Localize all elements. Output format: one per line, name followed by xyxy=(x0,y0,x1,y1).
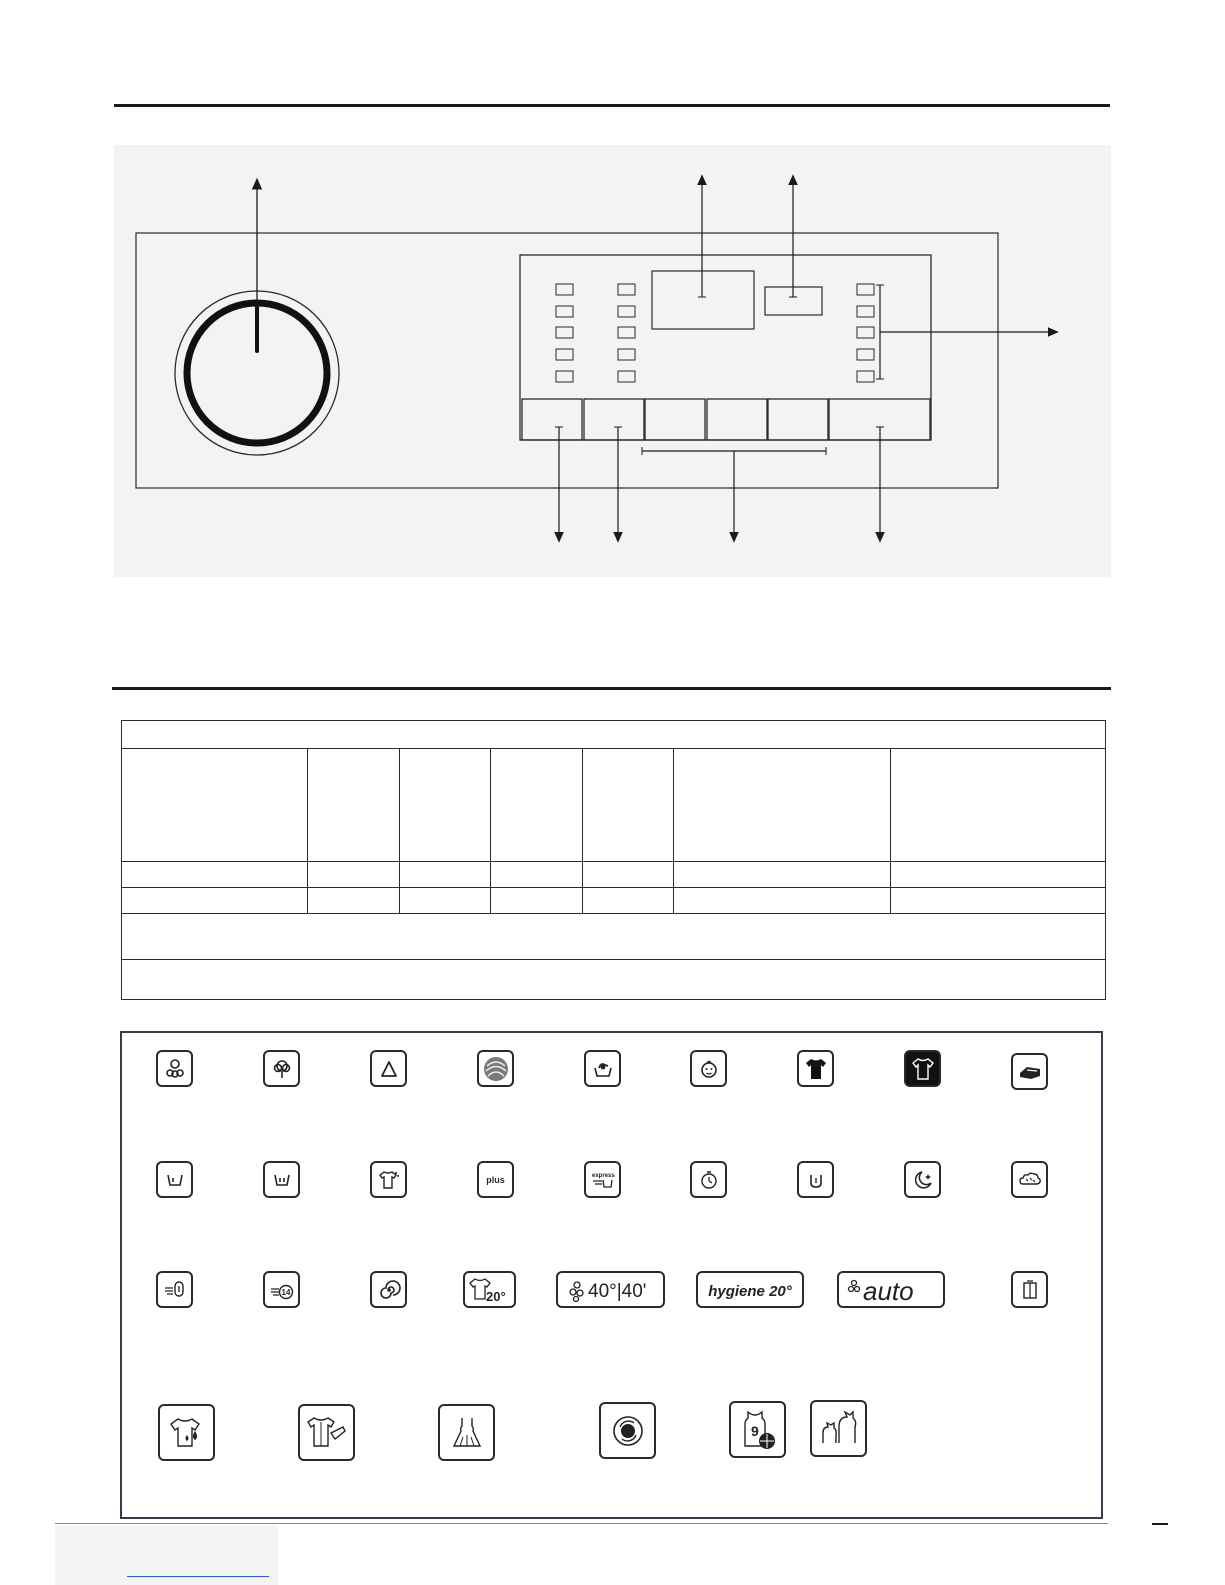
dress-icon xyxy=(438,1404,495,1461)
middle-indicator-column xyxy=(618,284,635,382)
shirt-iron-icon xyxy=(298,1404,355,1461)
door-lock-icon xyxy=(1011,1271,1048,1308)
button-2 xyxy=(584,399,644,440)
wool-icon xyxy=(477,1050,514,1087)
steam-cloud-icon xyxy=(1011,1161,1048,1198)
button-1 xyxy=(522,399,582,440)
table-note-row xyxy=(122,960,1106,1000)
cotton-icon xyxy=(263,1050,300,1087)
table-header-cell xyxy=(674,749,891,862)
section-middle-rule xyxy=(112,687,1111,690)
page-number-dash xyxy=(1152,1523,1168,1525)
express-14-icon xyxy=(263,1271,300,1308)
table-title-row xyxy=(122,721,1106,749)
express-14-label: 14 xyxy=(281,1287,290,1297)
bottom-button-row xyxy=(522,399,930,440)
temperature-icon xyxy=(156,1271,193,1308)
mix-40-icon xyxy=(556,1271,665,1308)
hand-wash-icon xyxy=(584,1050,621,1087)
footer-rule xyxy=(55,1523,1108,1524)
baby-icon xyxy=(690,1050,727,1087)
mix-40-label: 40°|40' xyxy=(587,1280,646,1302)
section-top-rule xyxy=(114,104,1110,107)
table-header-cell xyxy=(491,749,583,862)
table-header-cell xyxy=(308,749,400,862)
auto-label: auto xyxy=(863,1275,914,1305)
delay-timer-icon xyxy=(690,1161,727,1198)
synthetics-icon xyxy=(370,1050,407,1087)
pet-hair-icon xyxy=(810,1400,867,1457)
auto-icon xyxy=(837,1271,945,1308)
drain-icon xyxy=(797,1161,834,1198)
water-drop-shirt-icon xyxy=(158,1404,215,1461)
table-note-row xyxy=(122,914,1106,960)
hygiene-20-label: hygiene 20° xyxy=(708,1282,792,1300)
control-panel-diagram xyxy=(114,145,1111,577)
rinse-icon xyxy=(370,1161,407,1198)
express-icon xyxy=(584,1161,621,1198)
table-header-cell xyxy=(891,749,1106,862)
button-5 xyxy=(768,399,828,440)
rinse-plus-icon xyxy=(477,1161,514,1198)
button-3 xyxy=(645,399,705,440)
prewash-icon xyxy=(156,1161,193,1198)
table-header-cell xyxy=(583,749,674,862)
right-indicator-bracket xyxy=(876,285,1054,379)
dark-shirt-icon xyxy=(797,1050,834,1087)
dark-care-icon xyxy=(904,1050,941,1087)
shirts-20-label: 20° xyxy=(485,1288,506,1304)
hygiene-20-icon xyxy=(696,1271,804,1308)
table-header-cell xyxy=(400,749,491,862)
table-header-cell xyxy=(122,749,308,862)
main-wash-icon xyxy=(263,1161,300,1198)
button-4 xyxy=(707,399,767,440)
shirts-20-icon xyxy=(463,1271,516,1308)
right-indicator-column xyxy=(857,284,874,382)
footer-link-underline[interactable] xyxy=(127,1576,269,1577)
svg-text:express: express xyxy=(591,1172,615,1179)
table-row xyxy=(122,888,1106,914)
left-indicator-column xyxy=(556,284,573,382)
control-panel-drawing xyxy=(114,145,1111,577)
specification-table xyxy=(121,720,1106,1000)
duvet-icon xyxy=(1011,1053,1048,1090)
display-screen xyxy=(652,271,754,329)
table-row xyxy=(122,862,1106,888)
svg-text:9: 9 xyxy=(750,1422,759,1439)
night-mode-icon xyxy=(904,1161,941,1198)
drum-clean-icon xyxy=(599,1402,656,1459)
plus-label: plus xyxy=(486,1174,505,1185)
sports-jersey-icon xyxy=(729,1401,786,1458)
spin-icon xyxy=(370,1271,407,1308)
eco-cotton-icon xyxy=(156,1050,193,1087)
middle-buttons-bracket xyxy=(642,447,826,538)
